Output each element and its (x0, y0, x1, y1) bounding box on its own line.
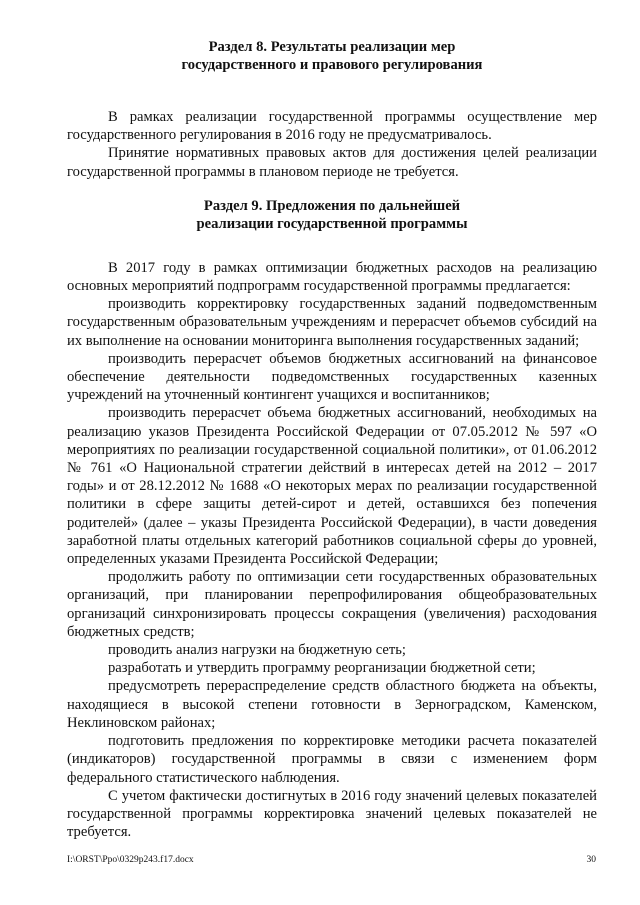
paragraph: проводить анализ нагрузки на бюджетную сеть; (108, 642, 406, 659)
section-8-heading (67, 38, 597, 74)
paragraph: В 2017 году в рамках оптимизации бюджетных расходов на реализацию основных мероприятий подпрограмм государственной программы предлагается: (67, 259, 597, 295)
paragraph: В рамках реализации государственной программы осуществление мер государственного регулирования в 2016 году не предусматривалось. (67, 109, 597, 144)
section-8-body (67, 108, 597, 181)
section-9-body (67, 259, 597, 842)
footer-file-path: I:\ORST\Ppo\0329p243.f17.docx (67, 855, 194, 865)
paragraph: С учетом фактически достигнутых в 2016 году значений целевых показателей государственной программы корректировка значений целевых показателей не требуется. (67, 787, 597, 841)
paragraph: продолжить работу по оптимизации сети государственных образовательных организаций, при планировании перепрофилирования общеобразовательных организаций синхронизировать процессы сокращения (увеличения) расходования бюджетных средств; (67, 569, 597, 640)
paragraph: Принятие нормативных правовых актов для достижения целей реализации государственной программы в плановом периоде не требуется. (67, 145, 597, 180)
section-9-heading-line-2: реализации государственной программы (196, 215, 468, 232)
paragraph: предусмотреть перераспределение средств областного бюджета на объекты, находящиеся в высокой степени готовности в Зерноградском, Каменском, Неклиновском районах; (67, 678, 597, 731)
page-number: 30 (586, 855, 596, 865)
paragraph: производить перерасчет объемов бюджетных ассигнований на финансовое обеспечение деятельности подведомственных государственных казенных учреждений на уточненный контингент учащихся и воспитанников; (67, 350, 597, 404)
document-page (67, 38, 597, 841)
section-8-heading-line-2: государственного и правового регулирования (181, 57, 483, 73)
paragraph: разработать и утвердить программу реорганизации бюджетной сети; (108, 660, 536, 677)
paragraph: производить корректировку государственных заданий подведомственным государственным образовательным учреждениям и перерасчет объемов субсидий на их выполнение на основании мониторинга выполнения государственных заданий; (67, 296, 597, 349)
section-9-heading (67, 197, 597, 233)
section-8-heading-line-1: Раздел 8. Результаты реализации мер (208, 39, 456, 55)
paragraph: подготовить предложения по корректировке методики расчета показателей (индикаторов) государственной программы в связи с изменением форм федерального статистического наблюдения. (67, 733, 597, 786)
section-9-heading-line-1: Раздел 9. Предложения по дальнейшей (203, 197, 461, 214)
paragraph: производить перерасчет объема бюджетных ассигнований, необходимых на реализацию указов Президента Российской Федерации от 07.05.2012 № 597 «О мероприятиях по реализации государственной социальной политики», от 01.06.2012 № 761 «О Национальной стратегии действий в интересах детей на 2012 – 2017 годы» и от 28.12.2012 № 1688 «О некоторых мерах по реализации государственной политики в сфере защиты детей-сирот и детей, оставшихся без попечения родителей» (далее – указы Президента Российской Федерации), в части доведения заработной платы отдельных категорий работников социальной сферы до уровней, определенных указами Президента Российской Федерации; (67, 405, 597, 568)
